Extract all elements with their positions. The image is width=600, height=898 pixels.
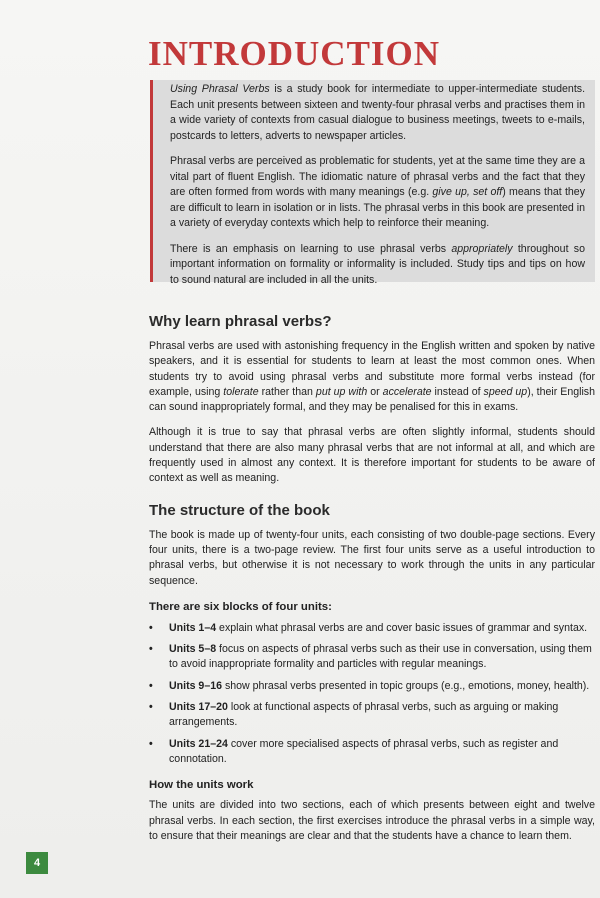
structure-section (149, 501, 595, 768)
intro-p2-text-b: ) means that they are difficult to learn in isolation or in lists. The phrasal verbs in this book are presented in a variety of everyday contexts which help to reinforce their meaning. (170, 186, 585, 229)
block-description: look at functional aspects of phrasal verbs, such as arguing or making arrangements. (169, 701, 559, 729)
why-p1-example-3: accelerate (382, 385, 432, 398)
why-p1-e: ), their English can sound inappropriately formal, and they may be penalised for this in exams. (149, 385, 595, 414)
unit-range: Units 21–24 (169, 737, 228, 750)
list-item (149, 642, 595, 673)
list-item (149, 621, 595, 636)
why-paragraph-2: Although it is true to say that phrasal verbs are often slightly informal, students should understand that there are also many phrasal verbs that are not informal at all, and which are frequently used in almost any context. It is therefore important for students to be aware of context as well as meaning. (149, 426, 595, 485)
why-p1-a: Phrasal verbs are used with astonishing frequency in the English written and spoken by native speakers, and it is essential for students to learn at least the most common ones. When students try to avoid using phrasal verbs and substitute more formal verbs instead (for example, using (149, 340, 595, 398)
intro-p3-text-a: There is an emphasis on learning to use phrasal verbs (170, 242, 452, 255)
unit-range: Units 9–16 (169, 679, 222, 692)
block-description: show phrasal verbs presented in topic groups (e.g., emotions, money, health). (222, 679, 590, 692)
block-description: explain what phrasal verbs are and cover basic issues of grammar and syntax. (216, 621, 588, 634)
list-item (149, 700, 595, 731)
why-p1-c: or (367, 385, 383, 398)
page-number-badge: 4 (26, 852, 48, 874)
intro-p3-emphasis: appropriately (451, 242, 513, 255)
block-description: cover more specialised aspects of phrasal verbs, such as register and connotation. (169, 737, 559, 765)
how-paragraph: The units are divided into two sections, each of which presents between eight and twelve phrasal verbs. In each section, the first exercises introduce the phrasal verbs in a simple way, to ensure that their meanings are clear and that the students have a chance to learn them. (149, 799, 595, 842)
bullet: • (149, 679, 153, 692)
why-p1-example-2: put up with (315, 385, 368, 398)
why-p1-example-1: tolerate (223, 385, 259, 398)
how-heading: How the units work (149, 779, 254, 792)
unit-range: Units 17–20 (169, 701, 228, 714)
why-p1-b: rather than (258, 385, 316, 398)
blocks-subheading: There are six blocks of four units: (149, 600, 332, 613)
main-content (149, 312, 595, 854)
intro-p2-example: give up, set off (432, 186, 503, 198)
list-item (149, 679, 595, 694)
bullet: • (149, 701, 153, 714)
why-heading: Why learn phrasal verbs? (149, 313, 332, 330)
intro-paragraph-3 (170, 242, 585, 289)
intro-p2-text-a: Phrasal verbs are perceived as problematic for students, yet at the same time they are a vital part of fluent English. The idiomatic nature of phrasal verbs and the fact that they are often formed from words with many meanings (e.g. (170, 155, 585, 198)
bullet: • (149, 621, 153, 634)
why-p1-d: instead of (431, 385, 484, 398)
why-paragraph-1 (149, 339, 595, 415)
blocks-list (149, 621, 595, 767)
how-section (149, 777, 595, 844)
intro-p1-text: is a study book for intermediate to upper-intermediate students. Each unit presents between sixteen and twenty-four phrasal verbs and practises them in a wide variety of contexts from casual dialogue to business meetings, tweets to e-mails, postcards to letters, adverts to newspaper articles. (170, 83, 586, 142)
intro-paragraph-2 (170, 154, 585, 232)
list-item (149, 737, 595, 768)
structure-heading: The structure of the book (149, 501, 330, 519)
structure-paragraph: The book is made up of twenty-four units, each consisting of two double-page sections. Every four units, there is a two-page review. The first four units serve as a useful introduction to phrasal verbs, but otherwise it is not necessary to work through the units in any particular sequence. (149, 528, 595, 587)
book-title: Using Phrasal Verbs (170, 83, 270, 95)
why-section (149, 312, 595, 487)
block-description: focus on aspects of phrasal verbs such as their use in conversation, using them to avoid inappropriate formality and particles with regular meanings. (169, 643, 592, 671)
page-title: INTRODUCTION (148, 34, 441, 73)
bullet: • (149, 643, 153, 656)
intro-paragraph-1 (170, 82, 585, 144)
unit-range: Units 5–8 (169, 643, 217, 656)
intro-box (150, 80, 595, 286)
bullet: • (149, 737, 153, 750)
intro-p3-text-b: throughout so important information on formality or informality is included. Study tips and tips on how to sound natural are included in all the units. (170, 242, 585, 286)
unit-range: Units 1–4 (169, 621, 217, 634)
why-p1-example-4: speed up (483, 385, 528, 398)
